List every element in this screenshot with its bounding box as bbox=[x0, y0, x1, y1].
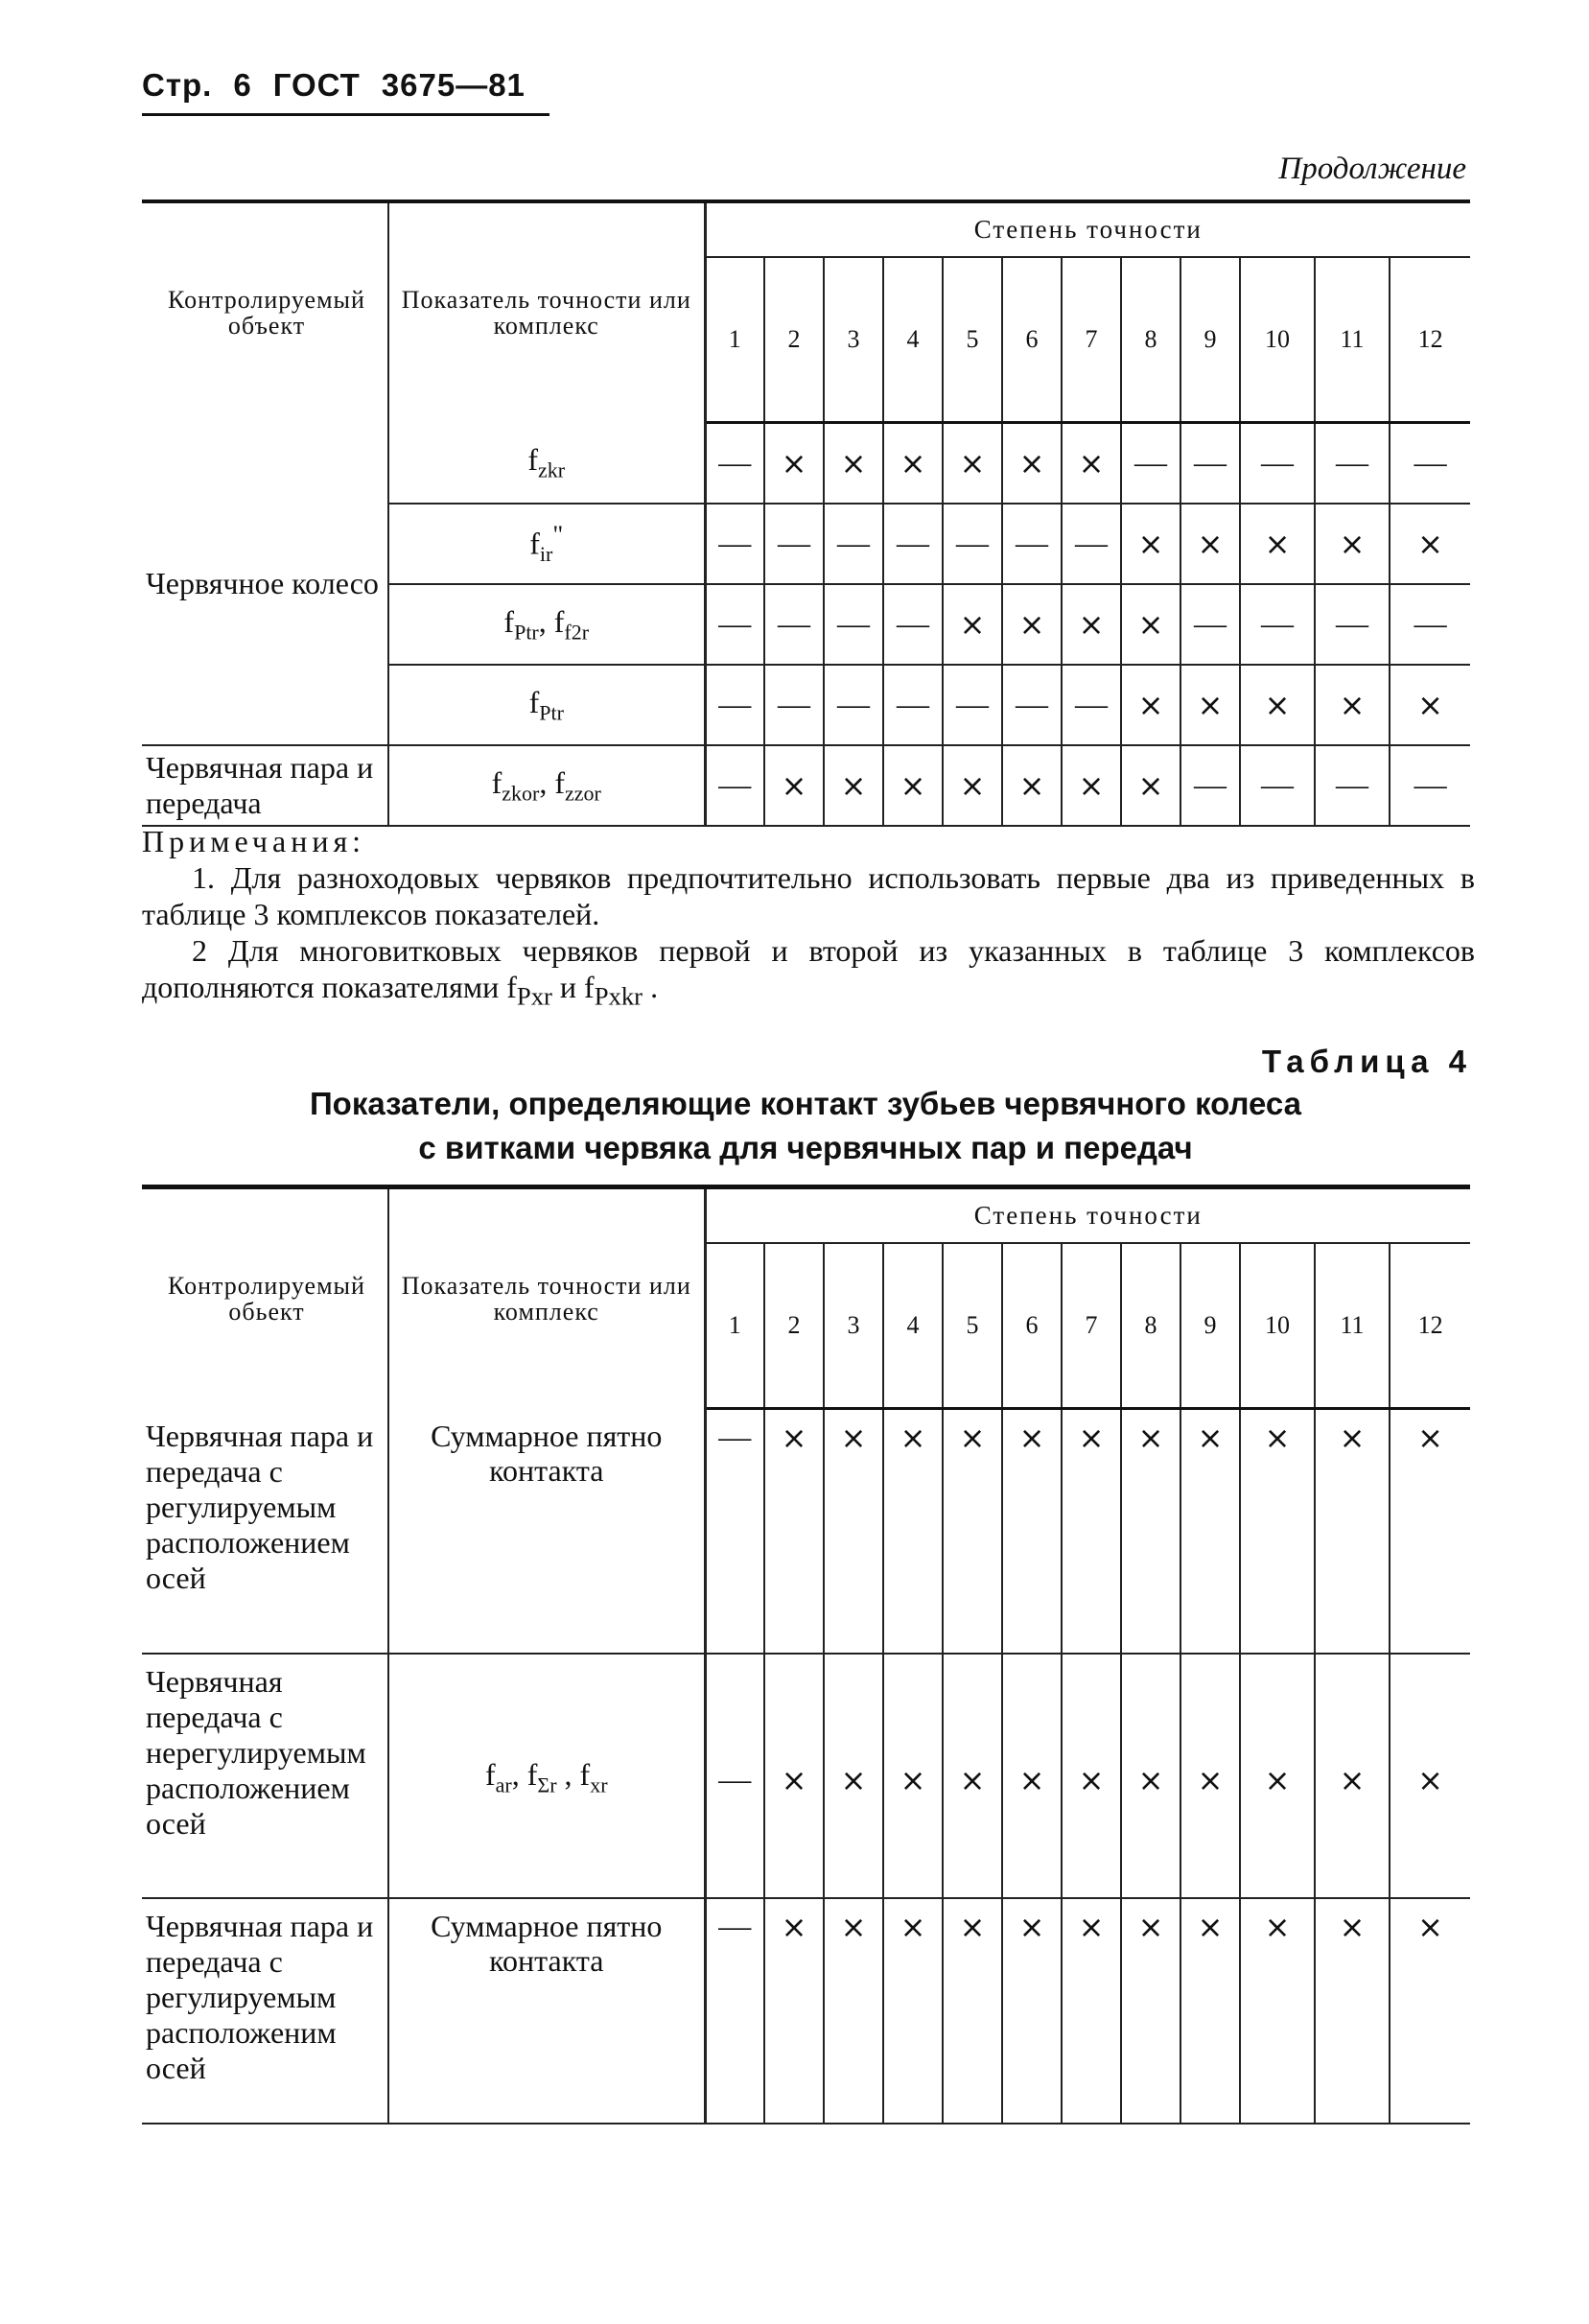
mark-dash: — bbox=[705, 423, 764, 505]
mark-cross: × bbox=[883, 1654, 943, 1898]
mark-cross: × bbox=[1121, 1654, 1180, 1898]
continuation-label: Продолжение bbox=[1278, 152, 1466, 186]
col-object-header: Контролируемый объект bbox=[142, 201, 388, 423]
mark-cross: × bbox=[883, 1898, 943, 2124]
mark-cross: × bbox=[1002, 1409, 1062, 1654]
table-4-label: Таблица 4 bbox=[1261, 1044, 1472, 1079]
table-row bbox=[142, 1654, 1470, 1898]
mark-cross: × bbox=[1180, 665, 1240, 745]
mark-cross: × bbox=[943, 1654, 1002, 1898]
grade-4: 4 bbox=[883, 1243, 943, 1409]
col-object-header: Контролируемый обьект bbox=[142, 1187, 388, 1409]
mark-cross: × bbox=[1180, 504, 1240, 584]
mark-dash: — bbox=[1002, 504, 1062, 584]
mark-cross: × bbox=[1062, 745, 1121, 826]
indicator-cell: Суммарное пятно контакта bbox=[388, 1898, 705, 2124]
mark-cross: × bbox=[824, 1898, 883, 2124]
mark-cross: × bbox=[1121, 745, 1180, 826]
grade-6: 6 bbox=[1002, 1243, 1062, 1409]
table-3-continuation bbox=[142, 200, 1470, 827]
mark-dash: — bbox=[824, 504, 883, 584]
table-row bbox=[142, 1409, 1470, 1654]
grade-3: 3 bbox=[824, 257, 883, 423]
table-4-title-line1: Показатели, определяющие контакт зубьев червячного колеса bbox=[309, 1086, 1302, 1121]
page-number: 6 bbox=[233, 67, 252, 103]
mark-cross: × bbox=[1315, 504, 1390, 584]
mark-dash: — bbox=[1390, 584, 1470, 665]
mark-cross: × bbox=[1240, 1654, 1315, 1898]
table-row bbox=[142, 423, 1470, 505]
notes bbox=[142, 823, 1475, 1014]
grade-7: 7 bbox=[1062, 257, 1121, 423]
mark-dash: — bbox=[1240, 745, 1315, 826]
table-row bbox=[142, 745, 1470, 826]
standard-number: 3675—81 bbox=[381, 67, 526, 103]
grade-6: 6 bbox=[1002, 257, 1062, 423]
mark-dash: — bbox=[1240, 423, 1315, 505]
mark-dash: — bbox=[705, 745, 764, 826]
mark-cross: × bbox=[764, 423, 824, 505]
mark-cross: × bbox=[1390, 1654, 1470, 1898]
mark-dash: — bbox=[705, 504, 764, 584]
mark-cross: × bbox=[764, 1654, 824, 1898]
mark-cross: × bbox=[1062, 1654, 1121, 1898]
table-4-title bbox=[144, 1082, 1467, 1170]
mark-cross: × bbox=[1390, 1898, 1470, 2124]
mark-dash: — bbox=[705, 665, 764, 745]
mark-dash: — bbox=[883, 665, 943, 745]
indicator-cell: $f_{ir}^"$ bbox=[388, 504, 705, 584]
notes-title: Примечания: bbox=[142, 824, 366, 858]
mark-dash: — bbox=[1390, 423, 1470, 505]
grade-1: 1 bbox=[705, 1243, 764, 1409]
col-indicator-header: Показатель точности или комплекс bbox=[388, 1187, 705, 1409]
grade-8: 8 bbox=[1121, 257, 1180, 423]
grade-5: 5 bbox=[943, 1243, 1002, 1409]
mark-dash: — bbox=[1002, 665, 1062, 745]
table-4 bbox=[142, 1185, 1470, 2124]
mark-cross: × bbox=[943, 745, 1002, 826]
mark-cross: × bbox=[1121, 1409, 1180, 1654]
object-cell: Червячная пара и передача с регулируемым расположеним осей bbox=[142, 1898, 388, 2124]
mark-cross: × bbox=[1002, 1898, 1062, 2124]
col-grades-header: Степень точности bbox=[705, 201, 1470, 257]
mark-dash: — bbox=[764, 504, 824, 584]
mark-dash: — bbox=[1315, 584, 1390, 665]
object-cell: Червячное колесо bbox=[142, 423, 388, 746]
mark-cross: × bbox=[1180, 1409, 1240, 1654]
grade-9: 9 bbox=[1180, 1243, 1240, 1409]
mark-cross: × bbox=[1390, 504, 1470, 584]
note-1: 1. Для разноходовых червяков предпочтительно использовать первые два из приведенных в таблице 3 комплексов показателей. bbox=[142, 860, 1475, 931]
mark-cross: × bbox=[1002, 584, 1062, 665]
indicator-cell: $f_{zkr}$ bbox=[388, 423, 705, 505]
mark-cross: × bbox=[1240, 1898, 1315, 2124]
mark-cross: × bbox=[1062, 584, 1121, 665]
mark-dash: — bbox=[1240, 584, 1315, 665]
mark-cross: × bbox=[1315, 1898, 1390, 2124]
mark-cross: × bbox=[943, 1898, 1002, 2124]
mark-cross: × bbox=[764, 1409, 824, 1654]
mark-cross: × bbox=[1240, 665, 1315, 745]
mark-cross: × bbox=[1315, 1409, 1390, 1654]
mark-cross: × bbox=[943, 423, 1002, 505]
mark-cross: × bbox=[1062, 1898, 1121, 2124]
col-indicator-header: Показатель точности или комплекс bbox=[388, 201, 705, 423]
page-label: Стр. bbox=[142, 67, 213, 103]
mark-cross: × bbox=[1121, 1898, 1180, 2124]
mark-cross: × bbox=[824, 1409, 883, 1654]
grade-9: 9 bbox=[1180, 257, 1240, 423]
mark-dash: — bbox=[883, 504, 943, 584]
mark-cross: × bbox=[764, 1898, 824, 2124]
mark-cross: × bbox=[1390, 665, 1470, 745]
grade-4: 4 bbox=[883, 257, 943, 423]
mark-cross: × bbox=[1180, 1654, 1240, 1898]
mark-dash: — bbox=[705, 1898, 764, 2124]
mark-dash: — bbox=[1390, 745, 1470, 826]
table-4-title-line2: с витками червяка для червячных пар и передач bbox=[418, 1130, 1193, 1165]
object-cell: Червячная пара и передача bbox=[142, 745, 388, 826]
mark-cross: × bbox=[1390, 1409, 1470, 1654]
mark-cross: × bbox=[1240, 504, 1315, 584]
grade-3: 3 bbox=[824, 1243, 883, 1409]
page-header bbox=[142, 67, 554, 104]
mark-cross: × bbox=[824, 423, 883, 505]
grade-8: 8 bbox=[1121, 1243, 1180, 1409]
mark-cross: × bbox=[943, 1409, 1002, 1654]
mark-cross: × bbox=[1121, 665, 1180, 745]
mark-cross: × bbox=[883, 745, 943, 826]
mark-dash: — bbox=[1062, 665, 1121, 745]
grade-11: 11 bbox=[1315, 257, 1390, 423]
indicator-cell: $f_{ar}$, $f_{\Sigma r}$ , $f_{xr}$ bbox=[388, 1654, 705, 1898]
mark-dash: — bbox=[1062, 504, 1121, 584]
mark-cross: × bbox=[1315, 1654, 1390, 1898]
grade-10: 10 bbox=[1240, 257, 1315, 423]
object-cell: Червячная пара и передача с регулируемым расположением осей bbox=[142, 1409, 388, 1654]
mark-cross: × bbox=[1002, 1654, 1062, 1898]
grade-1: 1 bbox=[705, 257, 764, 423]
mark-dash: — bbox=[705, 1409, 764, 1654]
mark-cross: × bbox=[1002, 745, 1062, 826]
mark-cross: × bbox=[1062, 423, 1121, 505]
mark-dash: — bbox=[1180, 745, 1240, 826]
mark-dash: — bbox=[764, 584, 824, 665]
grade-10: 10 bbox=[1240, 1243, 1315, 1409]
mark-dash: — bbox=[1315, 745, 1390, 826]
indicator-cell: Суммарное пятно контакта bbox=[388, 1409, 705, 1654]
mark-cross: × bbox=[1121, 504, 1180, 584]
mark-cross: × bbox=[883, 423, 943, 505]
indicator-cell: $f_{zkor}$, $f_{zzor}$ bbox=[388, 745, 705, 826]
mark-cross: × bbox=[1121, 584, 1180, 665]
mark-dash: — bbox=[943, 665, 1002, 745]
mark-dash: — bbox=[824, 584, 883, 665]
mark-cross: × bbox=[1240, 1409, 1315, 1654]
mark-cross: × bbox=[943, 584, 1002, 665]
grade-7: 7 bbox=[1062, 1243, 1121, 1409]
mark-dash: — bbox=[1315, 423, 1390, 505]
grade-12: 12 bbox=[1390, 257, 1470, 423]
mark-dash: — bbox=[705, 1654, 764, 1898]
grade-11: 11 bbox=[1315, 1243, 1390, 1409]
table-row bbox=[142, 1898, 1470, 2124]
mark-cross: × bbox=[824, 1654, 883, 1898]
mark-cross: × bbox=[1315, 665, 1390, 745]
grade-2: 2 bbox=[764, 1243, 824, 1409]
mark-dash: — bbox=[705, 584, 764, 665]
indicator-cell: $f_{Ptr}$, $f_{f2r}$ bbox=[388, 584, 705, 665]
standard-label: ГОСТ bbox=[272, 67, 361, 103]
header-rule bbox=[142, 113, 549, 116]
grade-2: 2 bbox=[764, 257, 824, 423]
mark-dash: — bbox=[1180, 584, 1240, 665]
mark-dash: — bbox=[1180, 423, 1240, 505]
mark-dash: — bbox=[764, 665, 824, 745]
col-grades-header: Степень точности bbox=[705, 1187, 1470, 1244]
mark-dash: — bbox=[883, 584, 943, 665]
mark-cross: × bbox=[1002, 423, 1062, 505]
mark-dash: — bbox=[943, 504, 1002, 584]
grade-5: 5 bbox=[943, 257, 1002, 423]
indicator-cell: $f_{Ptr}$ bbox=[388, 665, 705, 745]
mark-cross: × bbox=[1180, 1898, 1240, 2124]
mark-cross: × bbox=[883, 1409, 943, 1654]
mark-dash: — bbox=[1121, 423, 1180, 505]
mark-cross: × bbox=[824, 745, 883, 826]
mark-cross: × bbox=[1062, 1409, 1121, 1654]
object-cell: Червячная передача с нерегулируемым расположением осей bbox=[142, 1654, 388, 1898]
mark-dash: — bbox=[824, 665, 883, 745]
grade-12: 12 bbox=[1390, 1243, 1470, 1409]
mark-cross: × bbox=[764, 745, 824, 826]
note-2: 2 Для многовитковых червяков первой и второй из указанных в таблице 3 комплексов дополняются показателями $f_{Pxr}$ и $f_{Pxkr}$ . bbox=[142, 933, 1475, 1011]
